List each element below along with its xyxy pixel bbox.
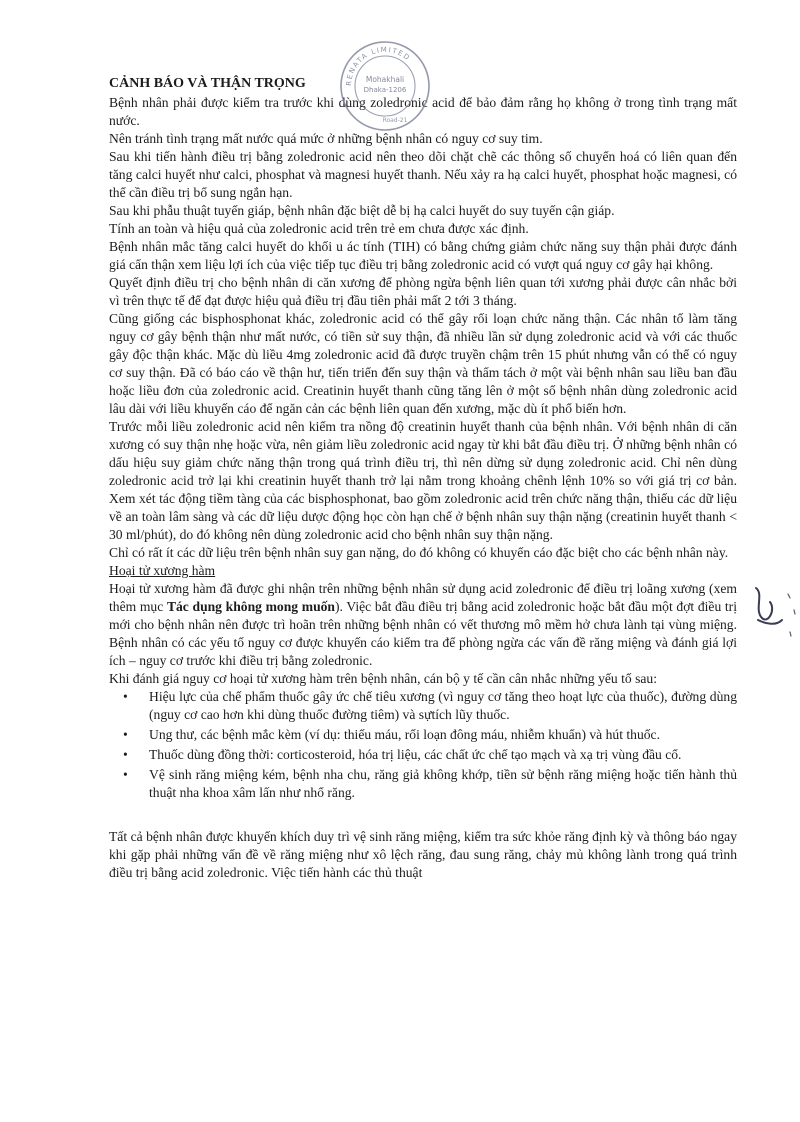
paragraph: Bệnh nhân mắc tăng calci huyết do khối u ác tính (TIH) có bằng chứng giảm chức năng suy thận phải được đánh giá cẩn thận xem liệu lợi ích của việc tiếp tục điều trị bằng zoledronic acid có vượt quá nguy cơ gây hại không. xyxy=(109,239,737,272)
list-item xyxy=(123,746,737,764)
bullet-icon: • xyxy=(123,727,128,742)
paragraph: Tính an toàn và hiệu quả của zoledronic acid trên trẻ em chưa được xác định. xyxy=(109,221,529,236)
paragraph: Bệnh nhân phải được kiểm tra trước khi dùng zoledronic acid để bảo đảm rằng họ không ở trong tình trạng mất nước. xyxy=(109,95,737,128)
stamp-text: Mohakhali xyxy=(365,75,405,84)
list-item xyxy=(123,688,737,724)
company-stamp-icon xyxy=(337,38,433,134)
paragraph: Nên tránh tình trạng mất nước quá mức ở những bệnh nhân có nguy cơ suy tim. xyxy=(109,131,543,146)
section-paragraph: Khi đánh giá nguy cơ hoại tử xương hàm trên bệnh nhân, cán bộ y tế cần cân nhắc những yếu tố sau: xyxy=(109,671,657,686)
bullet-icon: • xyxy=(123,689,128,704)
paragraph: Quyết định điều trị cho bệnh nhân di căn xương để phòng ngừa bệnh liên quan tới xương phải được cân nhắc bởi vì trên thực tế để đạt được hiệu quả điều trị đầu tiên phải mất 2 tới 3 tháng. xyxy=(109,275,737,308)
risk-factor-list xyxy=(109,688,737,802)
stamp-text: Road-21 xyxy=(382,117,408,124)
section-paragraph xyxy=(109,580,737,670)
paragraph: Cũng giống các bisphosphonat khác, zoledronic acid có thể gây rối loạn chức năng thận. Các nhân tố làm tăng nguy cơ gây bệnh thận như mất nước, có tiền sử suy thận, đã nhiều lần sử dụng zoledronic acid và với các thuốc gây độc thận khác. Mặc dù liều 4mg zoledronic acid đã được truyền chậm trên 15 phút nhưng vẫn có thể có nguy cơ suy thận. Đã có báo cáo về thận hư, tiến triển đến suy thận và thẩm tách ở một vài bệnh nhân sau liều ban đầu hoặc liều đơn của zoledronic acid. Creatinin huyết thanh cũng tăng lên ở một số bệnh nhân dùng zoledronic acid lâu dài với liều khuyến cáo để ngăn cản các bệnh liên quan đến xương, mặc dù ít phổ biến hơn. xyxy=(109,311,737,416)
section-heading: Hoại tử xương hàm xyxy=(109,563,216,578)
spacer xyxy=(109,804,737,828)
text-run: ). Việc bắt đầu điều trị bằng acid zoledronic hoặc bắt đầu một đợt điều trị mới cho bệnh nhân nên được trì hoãn trên những bệnh nhân có vết thương mô mềm hở chưa lành tại vùng miệng. Bệnh nhân có các yếu tố nguy cơ được khuyến cáo kiểm tra để phòng ngừa các vấn đề răng miệng và đánh giá lợi ích – nguy cơ trước khi điều trị bằng zoledronic. xyxy=(109,599,737,668)
bold-reference: Tác dụng không mong muốn xyxy=(166,599,335,614)
paragraph: Sau khi tiến hành điều trị bằng zoledronic acid nên theo dõi chặt chẽ các thông số chuyển hoá có liên quan đến tăng calci huyết như calci, phosphat và magnesi huyết thanh. Nếu xảy ra hạ calci huyết, phosphat hoặc magnesi, có thể cần điều trị bổ sung ngắn hạn. xyxy=(109,149,737,200)
text-run: Hoại tử xương hàm đã được ghi nhận trên những bệnh nhân sử dụng acid zoledronic để điều trị loãng xương (xem thêm mục xyxy=(109,581,737,614)
closing-paragraph: Tất cả bệnh nhân được khuyến khích duy trì vệ sinh răng miệng, kiểm tra sức khỏe răng định kỳ và thông báo ngay khi gặp phải những vấn đề về răng miệng như xô lệch răng, đau sung răng, chảy mủ không lành trong quá trình điều trị bằng acid zoledronic. Việc tiến hành các thủ thuật xyxy=(109,829,737,880)
paragraph: Chỉ có rất ít các dữ liệu trên bệnh nhân suy gan nặng, do đó không có khuyến cáo đặc biệt cho các bệnh nhân này. xyxy=(109,545,729,560)
document-body xyxy=(109,74,737,882)
paragraph: Sau khi phẫu thuật tuyến giáp, bệnh nhân đặc biệt dễ bị hạ calci huyết do suy tuyến cận giáp. xyxy=(109,203,615,218)
list-item-text: Thuốc dùng đồng thời: corticosteroid, hóa trị liệu, các chất ức chế tạo mạch và xạ trị vùng đầu cổ. xyxy=(149,747,682,762)
bullet-icon: • xyxy=(123,747,128,762)
list-item xyxy=(123,726,737,744)
stamp-arc-text: RENATA LIMITED xyxy=(344,45,412,87)
paragraph: Trước mỗi liều zoledronic acid nên kiểm tra nồng độ creatinin huyết thanh của bệnh nhân. Với bệnh nhân di căn xương có suy thận nhẹ hoặc vừa, nên giảm liều zoledronic acid ngay từ khi bắt đầu điều trị. Ở những bệnh nhân có dấu hiệu suy giảm chức năng thận trong quá trình điều trị, thì nên dừng sử dụng zoledronic acid. Chỉ nên dùng zoledronic acid trở lại khi creatinin huyết thanh trở lại nằm trong khoảng chênh lệnh 10% so với giá trị cơ bản. Xem xét tác động tiềm tàng của các bisphosphonat, bao gồm zoledronic acid trên chức năng thận, thiếu các dữ liệu về an toàn lâm sàng và các dữ liệu dược động học còn hạn chế ở bệnh nhân suy thận nặng (creatinin huyết thanh < 30 ml/phút), do đó không nên dùng zoledronic acid cho bệnh nhân suy thận nặng. xyxy=(109,419,737,542)
stamp-text: Dhaka-1206 xyxy=(363,86,407,94)
list-item-text: Hiệu lực của chế phẩm thuốc gây ức chế tiêu xương (vì nguy cơ tăng theo hoạt lực của thuốc), đường dùng (nguy cơ cao hơn khi dùng thuốc đường tiêm) và sựtích lũy thuốc. xyxy=(149,689,737,722)
bullet-icon: • xyxy=(123,767,128,782)
list-item-text: Vệ sinh răng miệng kém, bệnh nha chu, răng giả không khớp, tiền sử bệnh răng miệng hoặc tiến hành thủ thuật nha khoa xâm lấn như nhổ răng. xyxy=(149,767,737,800)
list-item-text: Ung thư, các bệnh mắc kèm (ví dụ: thiếu máu, rối loạn đông máu, nhiễm khuẩn) và hút thuốc. xyxy=(149,727,660,742)
document-title: CẢNH BÁO VÀ THẬN TRỌNG xyxy=(109,76,306,91)
handwritten-mark-icon xyxy=(750,580,800,650)
list-item xyxy=(123,766,737,802)
